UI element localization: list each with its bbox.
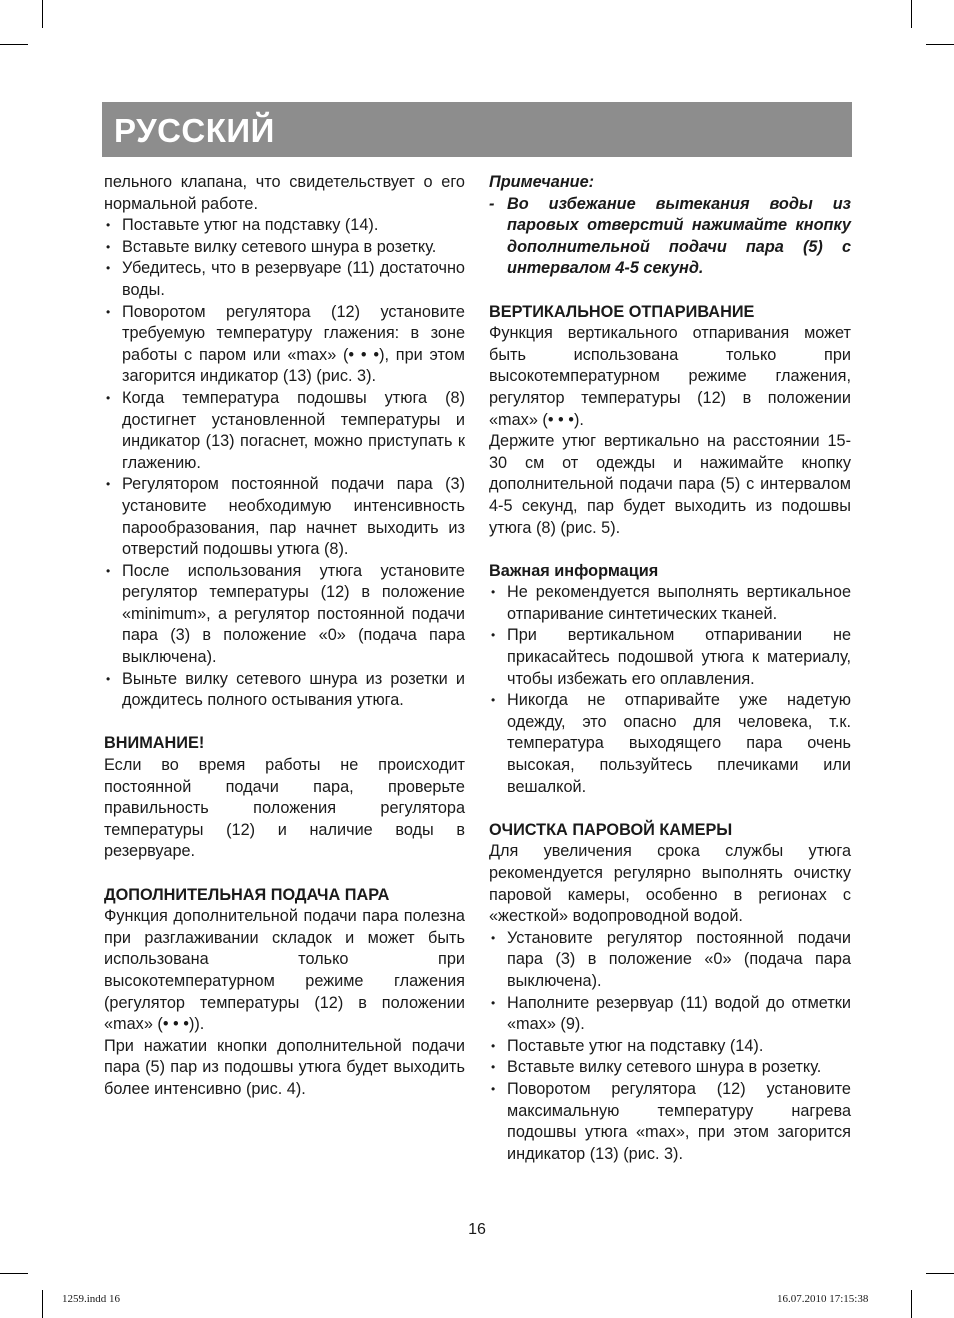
instructions-list bbox=[104, 215, 465, 712]
list-item: • Поворотом регулятора (12) установите требуемую температуру глажения: в зоне работы с паром или «max» (• • •), при этом загорится индикатор (13) (рис. 3). bbox=[104, 302, 465, 388]
extra-steam-text: При нажатии кнопки дополнительной подачи пара (5) пар из подошвы утюга будет выходить более интенсивно (рис. 4). bbox=[104, 1036, 465, 1098]
list-item: • После использования утюга установите регулятор температуры (12) в положение «minimum», а регулятор постоянной подачи пара (3) в положение «0» (подача пара выключена). bbox=[104, 561, 465, 669]
list-item: • Наполните резервуар (11) водой до отметки «max» (9). bbox=[489, 993, 851, 1036]
footer-file: 1259.indd 16 bbox=[62, 1293, 121, 1305]
crop-mark bbox=[911, 1290, 912, 1318]
cleaning-text: Для увеличения срока службы утюга рекомендуется регулярно выполнять очистку паровой камеры, особенно в регионах с «жесткой» водопроводной водой. bbox=[489, 842, 851, 926]
extra-steam-text: Функция дополнительной подачи пара полезна при разглаживании складок и может быть использована только при высокотемпературном режиме глажения (регулятор температуры (12) в положении «max» (• • •)). bbox=[104, 907, 465, 1034]
list-item: • При вертикальном отпаривании не прикасайтесь подошвой утюга к материалу, чтобы избежать его оплавления. bbox=[489, 625, 851, 690]
right-column bbox=[489, 172, 851, 1165]
list-item: • Убедитесь, что в резервуаре (11) достаточно воды. bbox=[104, 258, 465, 301]
cleaning-list bbox=[489, 928, 851, 1166]
list-item: • Выньте вилку сетевого шнура из розетки и дождитесь полного остывания утюга. bbox=[104, 669, 465, 712]
note-text: Во избежание вытекания воды из паровых отверстий нажимайте кнопку дополнительной подачи пара (5) с интервалом 4-5 секунд. bbox=[507, 194, 851, 278]
list-item: • Регулятором постоянной подачи пара (3) установите необходимую интенсивность парообразования, пар начнет выходить из отверстий подошвы утюга (8). bbox=[104, 474, 465, 560]
warning-heading: ВНИМАНИЕ! bbox=[104, 734, 205, 753]
intro-text: пельного клапана, что свидетельствует о его нормальной работе. bbox=[104, 173, 465, 213]
warning-text: Если во время работы не происходит постоянной подачи пара, проверьте правильность положения регулятора температуры (12) и наличие воды в резервуаре. bbox=[104, 756, 465, 861]
crop-mark bbox=[926, 44, 954, 45]
list-item: • Вставьте вилку сетевого шнура в розетку. bbox=[489, 1057, 851, 1079]
page-title: РУССКИЙ bbox=[114, 112, 275, 149]
important-heading: Важная информация bbox=[489, 561, 659, 580]
crop-mark bbox=[0, 1273, 28, 1274]
list-item: • Когда температура подошвы утюга (8) достигнет установленной температуры и индикатор (13) погаснет, можно приступать к глажению. bbox=[104, 388, 465, 474]
list-item: • Никогда не отпаривайте уже надетую одежду, это опасно для человека, т.к. температура выходящего пара очень высокая, пользуйтесь плечиками или вешалкой. bbox=[489, 690, 851, 798]
list-item: • Поставьте утюг на подставку (14). bbox=[104, 215, 465, 237]
crop-mark bbox=[42, 1290, 43, 1318]
section-header bbox=[102, 102, 852, 157]
important-list bbox=[489, 582, 851, 798]
list-item: • Вставьте вилку сетевого шнура в розетку. bbox=[104, 237, 465, 259]
note-title: Примечание: bbox=[489, 173, 595, 191]
extra-steam-heading: ДОПОЛНИТЕЛЬНАЯ ПОДАЧА ПАРА bbox=[104, 885, 390, 904]
page-number: 16 bbox=[468, 1221, 486, 1238]
vertical-steam-text: Держите утюг вертикально на расстоянии 15-30 см от одежды и нажимайте кнопку дополнительной подачи пара (5) с интервалом 4-5 секунд, пар будет выходить из подошвы утюга (8) (рис. 5). bbox=[489, 432, 851, 537]
crop-mark bbox=[926, 1273, 954, 1274]
list-item: • Поставьте утюг на подставку (14). bbox=[489, 1036, 851, 1058]
vertical-steam-text: Функция вертикального отпаривания может быть использована только при высокотемпературном режиме глажения, регулятор температуры (12) в положении «max» (• • •). bbox=[489, 324, 851, 429]
list-item: • Установите регулятор постоянной подачи пара (3) в положение «0» (подача пара выключена). bbox=[489, 928, 851, 993]
left-column bbox=[104, 172, 465, 1101]
vertical-steam-heading: ВЕРТИКАЛЬНОЕ ОТПАРИВАНИЕ bbox=[489, 302, 755, 321]
note-item bbox=[489, 194, 851, 280]
crop-mark bbox=[0, 44, 28, 45]
list-item: • Поворотом регулятора (12) установите максимальную температуру нагрева подошвы утюга «max», при этом загорится индикатор (13) (рис. 3). bbox=[489, 1079, 851, 1165]
list-item: • Не рекомендуется выполнять вертикальное отпаривание синтетических тканей. bbox=[489, 582, 851, 625]
cleaning-heading: ОЧИСТКА ПАРОВОЙ КАМЕРЫ bbox=[489, 820, 733, 839]
footer-datetime: 16.07.2010 17:15:38 bbox=[777, 1293, 869, 1305]
crop-mark bbox=[911, 0, 912, 28]
crop-mark bbox=[42, 0, 43, 28]
note-dash: - bbox=[489, 194, 495, 213]
